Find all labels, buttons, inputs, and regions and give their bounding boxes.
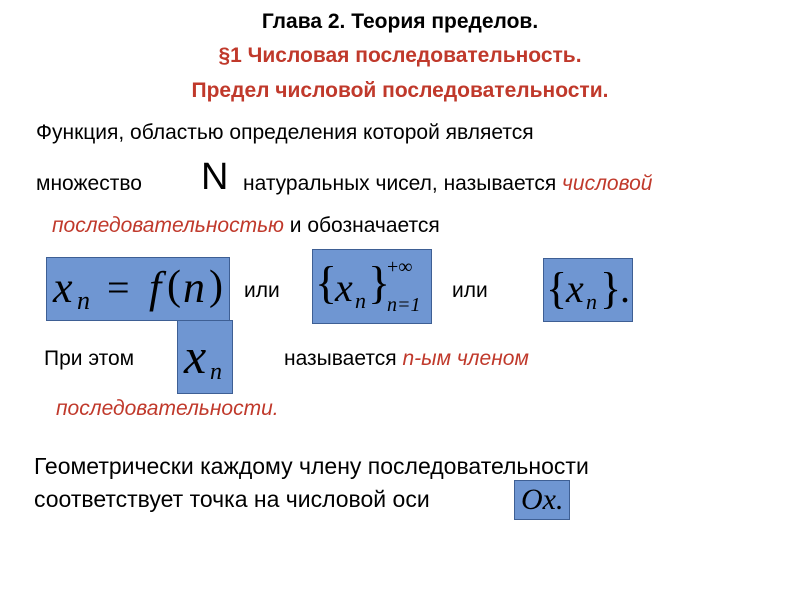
axis-label: Ox. — [521, 483, 564, 516]
member-nth-term — [402, 347, 528, 370]
definition-line-3 — [52, 214, 440, 238]
formula-equals: = — [107, 265, 130, 310]
formula-lower-limit: n=1 — [387, 294, 421, 316]
formula-right-paren: ) — [209, 263, 223, 309]
term-sequence: последовательностью — [52, 214, 284, 237]
formula-x: x — [566, 266, 584, 311]
formula-box-sequence-range — [312, 249, 432, 324]
natural-numbers-symbol: N — [201, 156, 229, 198]
definition-line-1: Функция, областью определения которой является — [36, 121, 534, 144]
set-prefix: множество — [36, 172, 142, 195]
formula-subscript-n: n — [586, 289, 597, 314]
formula-box-xn-equals-fn — [46, 257, 230, 321]
member-of-sequence: последовательности. — [56, 397, 279, 420]
definition-line-2-text: натуральных чисел, называется — [243, 172, 557, 195]
formula-box-axis — [514, 480, 570, 520]
member-description — [284, 347, 529, 371]
formula-x: x — [335, 265, 353, 310]
definition-line-2 — [243, 172, 652, 196]
formula-subscript-n: n — [355, 288, 366, 313]
formula-right-brace: } — [600, 264, 622, 313]
geometry-line-1: Геометрически каждому члену последовательности — [34, 453, 589, 479]
member-nth-rest: -ым членом — [414, 347, 529, 370]
formula-f: f — [149, 263, 162, 312]
or-label-1: или — [244, 279, 280, 302]
formula-left-paren: ( — [167, 263, 181, 309]
term-numeric: числовой — [562, 172, 653, 195]
title-line-1: Глава 2. Теория пределов. — [261, 10, 539, 33]
formula-right-brace: } — [368, 257, 391, 308]
formula-subscript-n: n — [210, 359, 222, 385]
title-line-3: Предел числовой последовательности. — [191, 79, 609, 102]
member-nth-n: n — [402, 347, 415, 370]
formula-x: x — [53, 263, 73, 312]
or-label-2: или — [452, 279, 488, 302]
formula-arg-n: n — [183, 263, 205, 312]
formula-x: x — [184, 328, 207, 384]
formula-left-brace: { — [546, 264, 568, 313]
member-called-text: называется — [284, 347, 397, 370]
formula-period: . — [620, 266, 630, 311]
formula-left-brace: { — [315, 257, 338, 308]
definition-line-3-text: и обозначается — [289, 214, 440, 237]
formula-subscript-n: n — [77, 286, 90, 315]
geometry-line-2: соответствует точка на числовой оси — [34, 486, 430, 512]
formula-upper-limit: +∞ — [387, 256, 413, 278]
title-line-2: §1 Числовая последовательность. — [218, 44, 582, 67]
formula-box-sequence — [543, 258, 633, 322]
formula-box-xn — [177, 320, 233, 394]
member-prefix: При этом — [44, 347, 135, 370]
